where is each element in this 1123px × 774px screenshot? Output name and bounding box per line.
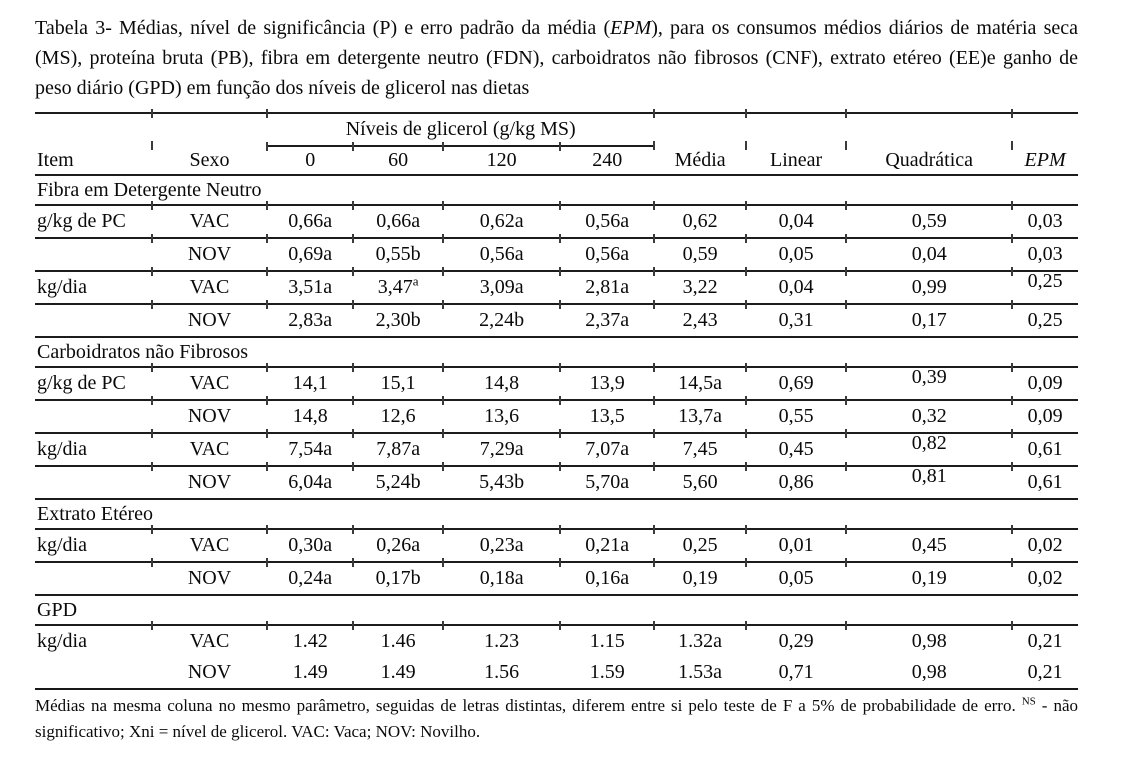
table-row	[35, 433, 1078, 466]
value-cell: 13,6	[443, 400, 560, 433]
spanner-spacer	[35, 113, 152, 146]
value-cell: 0,21a	[560, 529, 654, 562]
row-label	[35, 400, 152, 433]
value-cell: 0,56a	[560, 238, 654, 271]
sex-label: VAC	[152, 271, 267, 304]
table-row	[35, 625, 1078, 657]
value-cell: 5,70a	[560, 466, 654, 499]
value-cell: 0,09	[1012, 400, 1078, 433]
value-cell: 0,19	[846, 562, 1012, 595]
table-row	[35, 304, 1078, 337]
value-cell: 15,1	[353, 367, 443, 400]
value-cell: 0,71	[746, 657, 846, 689]
value-cell: 0,04	[846, 238, 1012, 271]
value-text: 3,47	[377, 276, 413, 298]
value-cell: 0,05	[746, 238, 846, 271]
sex-label: VAC	[152, 205, 267, 238]
table-caption	[35, 13, 1078, 103]
value-cell: 14,8	[267, 400, 353, 433]
value-cell: 0,61	[1012, 466, 1078, 499]
value-cell: 0,32	[846, 400, 1012, 433]
column-header-m-dia: Média	[654, 146, 746, 175]
table-row	[35, 657, 1078, 689]
value-cell: 0,04	[746, 205, 846, 238]
value-cell: 0,21	[1012, 657, 1078, 689]
value-cell: 2,43	[654, 304, 746, 337]
value-text: 0,25	[1027, 270, 1063, 292]
value-cell: 0,86	[746, 466, 846, 499]
value-cell: 2,81a	[560, 271, 654, 304]
value-cell: 2,24b	[443, 304, 560, 337]
value-cell: 0,05	[746, 562, 846, 595]
value-text: 0,39	[911, 366, 947, 388]
superscript-text: NS	[1021, 695, 1036, 708]
row-label	[35, 466, 152, 499]
value-cell: 1.56	[443, 657, 560, 689]
value-cell: 7,54a	[267, 433, 353, 466]
sex-label: NOV	[152, 657, 267, 689]
data-table	[35, 112, 1078, 690]
row-label: kg/dia	[37, 630, 87, 652]
value-cell: 0,02	[1012, 562, 1078, 595]
value-cell: 5,60	[654, 466, 746, 499]
column-header-epm: EPM	[1012, 146, 1078, 175]
sex-label: VAC	[152, 433, 267, 466]
value-cell: 0,30a	[267, 529, 353, 562]
text-run: ), para os consumos médios diários de matéria seca (MS), proteína bruta (PB), fibra em detergente neutro (FDN), carboidratos não fibrosos (CNF), extrato etéreo (EE)e ganho de peso diário (GPD) em função dos níveis de glicerol nas dietas	[35, 17, 1078, 99]
value-text: 0,81	[911, 465, 947, 487]
spanner-spacer	[746, 113, 846, 146]
spanner-row	[35, 113, 1078, 146]
row-label	[35, 304, 152, 337]
value-cell: 6,04a	[267, 466, 353, 499]
value-cell: 0,29	[746, 625, 846, 657]
text-run: - não significativo; Xni = nível de glicerol. VAC: Vaca; NOV: Novilho.	[35, 696, 1078, 741]
value-cell	[353, 271, 443, 304]
value-cell: 1.23	[443, 625, 560, 657]
sex-label: VAC	[152, 529, 267, 562]
value-cell: 0,59	[846, 205, 1012, 238]
value-cell: 0,25	[1012, 304, 1078, 337]
section-row	[35, 595, 1078, 625]
value-cell: 0,17	[846, 304, 1012, 337]
value-cell: 1.32a	[654, 625, 746, 657]
value-cell: 3,51a	[267, 271, 353, 304]
table-row	[35, 238, 1078, 271]
row-label: kg/dia	[35, 433, 152, 466]
value-cell: 13,5	[560, 400, 654, 433]
value-cell: 1.42	[267, 625, 353, 657]
value-cell: 0,69	[746, 367, 846, 400]
value-cell: 0,69a	[267, 238, 353, 271]
row-label	[35, 238, 152, 271]
sex-label: VAC	[152, 367, 267, 400]
table-row	[35, 205, 1078, 238]
sex-label: VAC	[152, 625, 267, 657]
value-cell: 0,45	[846, 529, 1012, 562]
section-header: Fibra em Detergente Neutro	[35, 175, 1078, 205]
text-run: Tabela 3- Médias, nível de significância (P) e erro padrão da média (	[35, 17, 611, 39]
value-cell: 1.46	[353, 625, 443, 657]
value-cell: 0,66a	[353, 205, 443, 238]
spanner-spacer	[1012, 113, 1078, 146]
value-cell: 0,03	[1012, 238, 1078, 271]
table-row	[35, 529, 1078, 562]
spanner-spacer	[654, 113, 746, 146]
value-cell	[846, 367, 1012, 400]
sex-label: NOV	[152, 466, 267, 499]
column-header-60: 60	[353, 146, 443, 175]
value-cell: 5,24b	[353, 466, 443, 499]
column-header-quadr-tica: Quadrática	[846, 146, 1012, 175]
spanner-spacer	[152, 113, 267, 146]
value-cell: 0,55b	[353, 238, 443, 271]
value-cell	[846, 433, 1012, 466]
section-header: Extrato Etéreo	[35, 499, 1078, 529]
section-header: Carboidratos não Fibrosos	[35, 337, 1078, 367]
value-cell: 0,23a	[443, 529, 560, 562]
value-cell: 3,09a	[443, 271, 560, 304]
value-cell: 12,6	[353, 400, 443, 433]
value-cell: 7,07a	[560, 433, 654, 466]
table-body	[35, 175, 1078, 689]
value-cell: 0,99	[846, 271, 1012, 304]
sex-label: NOV	[152, 400, 267, 433]
value-cell: 0,98	[846, 625, 1012, 657]
value-cell: 14,5a	[654, 367, 746, 400]
value-cell: 0,17b	[353, 562, 443, 595]
value-cell: 0,98	[846, 657, 1012, 689]
text-run: Médias na mesma coluna no mesmo parâmetro, seguidas de letras distintas, diferem entre si pelo teste de F a 5% de probabilidade de erro.	[35, 696, 1022, 715]
value-cell: 0,61	[1012, 433, 1078, 466]
table-row	[35, 271, 1078, 304]
column-header-240: 240	[560, 146, 654, 175]
value-cell: 1.49	[353, 657, 443, 689]
value-cell: 0,21	[1012, 625, 1078, 657]
value-cell: 0,62a	[443, 205, 560, 238]
section-row	[35, 337, 1078, 367]
value-cell	[1012, 271, 1078, 304]
row-label	[35, 657, 152, 689]
row-label: g/kg de PC	[35, 367, 152, 400]
column-header-120: 120	[443, 146, 560, 175]
sex-label: NOV	[152, 304, 267, 337]
section-row	[35, 499, 1078, 529]
value-cell: 0,04	[746, 271, 846, 304]
section-row	[35, 175, 1078, 205]
table-footnote	[35, 693, 1078, 745]
row-label: kg/dia	[35, 529, 152, 562]
value-cell: 0,62	[654, 205, 746, 238]
row-label: g/kg de PC	[35, 205, 152, 238]
table-row	[35, 562, 1078, 595]
section-header: GPD	[35, 595, 1078, 625]
value-cell: 0,02	[1012, 529, 1078, 562]
value-cell: 3,22	[654, 271, 746, 304]
value-cell: 7,29a	[443, 433, 560, 466]
value-cell: 1.59	[560, 657, 654, 689]
sex-label: NOV	[152, 238, 267, 271]
value-cell: 2,37a	[560, 304, 654, 337]
column-header-0: 0	[267, 146, 353, 175]
value-cell: 0,59	[654, 238, 746, 271]
value-cell: 7,87a	[353, 433, 443, 466]
header-row	[35, 146, 1078, 175]
superscript-letter: a	[412, 273, 419, 289]
sex-label: NOV	[152, 562, 267, 595]
value-cell: 13,9	[560, 367, 654, 400]
value-cell: 0,18a	[443, 562, 560, 595]
value-cell: 0,56a	[443, 238, 560, 271]
column-header-linear: Linear	[746, 146, 846, 175]
value-cell: 2,83a	[267, 304, 353, 337]
value-cell: 1.15	[560, 625, 654, 657]
value-cell: 0,09	[1012, 367, 1078, 400]
table-row	[35, 400, 1078, 433]
value-cell: 0,25	[654, 529, 746, 562]
value-cell: 0,19	[654, 562, 746, 595]
value-cell: 1.49	[267, 657, 353, 689]
value-cell: 5,43b	[443, 466, 560, 499]
value-cell: 0,55	[746, 400, 846, 433]
value-cell	[846, 466, 1012, 499]
glycerol-levels-spanner: Níveis de glicerol (g/kg MS)	[267, 113, 654, 146]
value-cell: 0,26a	[353, 529, 443, 562]
value-cell: 0,31	[746, 304, 846, 337]
value-cell: 14,8	[443, 367, 560, 400]
value-cell: 7,45	[654, 433, 746, 466]
table-row	[35, 367, 1078, 400]
value-cell: 1.53a	[654, 657, 746, 689]
italic-text: EPM	[610, 17, 652, 39]
table-head	[35, 113, 1078, 175]
value-cell: 13,7a	[654, 400, 746, 433]
value-cell: 0,16a	[560, 562, 654, 595]
row-label: kg/dia	[35, 271, 152, 304]
value-cell: 2,30b	[353, 304, 443, 337]
value-cell: 0,24a	[267, 562, 353, 595]
value-cell: 0,66a	[267, 205, 353, 238]
value-cell: 0,01	[746, 529, 846, 562]
column-header-item: Item	[35, 146, 152, 175]
value-text: 0,82	[911, 432, 947, 454]
spanner-spacer	[846, 113, 1012, 146]
value-cell: 0,56a	[560, 205, 654, 238]
column-header-sexo: Sexo	[152, 146, 267, 175]
row-label	[35, 562, 152, 595]
value-cell: 14,1	[267, 367, 353, 400]
table-row	[35, 466, 1078, 499]
value-cell: 0,45	[746, 433, 846, 466]
value-cell: 0,03	[1012, 205, 1078, 238]
